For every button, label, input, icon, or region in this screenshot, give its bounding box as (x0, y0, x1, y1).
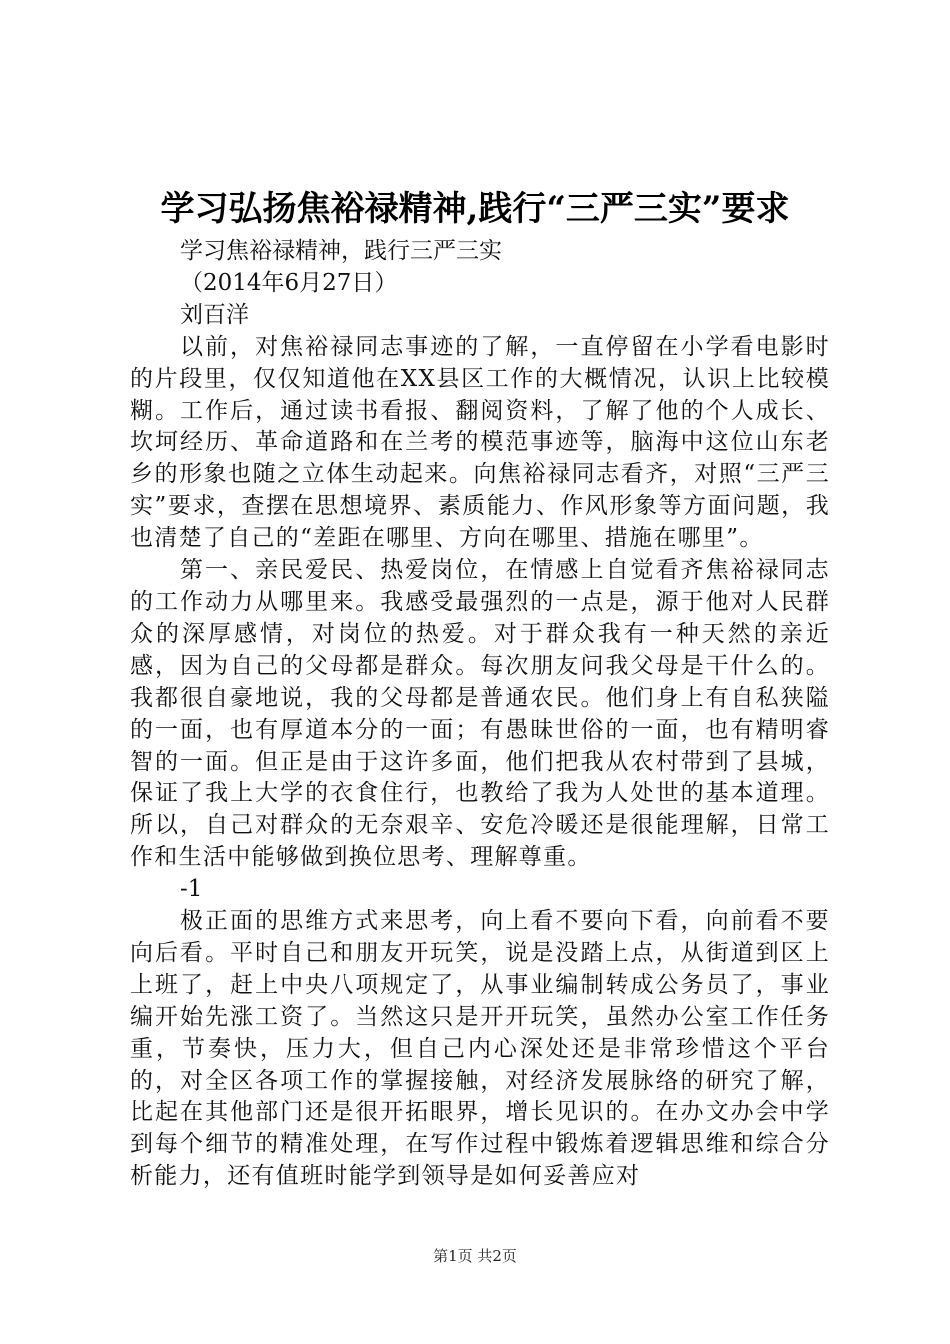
document-title: 学习弘扬焦裕禄精神,践行“三严三实”要求 (160, 189, 790, 229)
paragraph: 以前，对焦裕禄同志事迹的了解，一直停留在小学看电影时的片段里，仅仅知道他在XX县区工作的大概情况，认识上比较模糊。工作后，通过读书看报、翻阅资料，了解了他的个人成长、坎坷经历、革命道路和在兰考的模范事迹等，脑海中这位山东老乡的形象也随之立体生动起来。向焦裕禄同志看齐，对照“三严三实”要求，查摆在思想境界、素质能力、作风形象等方面问题，我也清楚了自己的“差距在哪里、方向在哪里、措施在哪里”。 (130, 333, 830, 552)
document-body (130, 236, 830, 1193)
page-footer: 第1页 共2页 (433, 1247, 517, 1265)
paragraph: 第一、亲民爱民、热爱岗位，在情感上自觉看齐焦裕禄同志的工作动力从哪里来。我感受最强烈的一点是，源于他对人民群众的深厚感情，对岗位的热爱。对于群众我有一种天然的亲近感，因为自己的父母都是群众。每次朋友问我父母是干什么的。我都很自豪地说，我的父母都是普通农民。他们身上有自私狭隘的一面，也有厚道本分的一面；有愚昧世俗的一面，也有精明睿智的一面。但正是由于这许多面，他们把我从农村带到了县城，保证了我上大学的衣食住行，也教给了我为人处世的基本道理。所以，自己对群众的无奈艰辛、安危冷暖还是很能理解，日常工作和生活中能够做到换位思考、理解尊重。 (130, 557, 830, 871)
document-subtitle: 学习焦裕禄精神，践行三严三实 (180, 238, 502, 264)
document-author: 刘百洋 (180, 301, 249, 328)
document-date: （2014年6月27日） (180, 269, 398, 296)
paragraph: 极正面的思维方式来思考，向上看不要向下看，向前看不要向后看。平时自己和朋友开玩笑，说是没踏上点，从街道到区上上班了，赶上中央八项规定了，从事业编制转成公务员了，事业编开始先涨工资了。当然这只是开开玩笑，虽然办公室工作任务重，节奏快，压力大，但自己内心深处还是非常珍惜这个平台的，对全区各项工作的掌握接触，对经济发展脉络的研究了解，比起在其他部门还是很开拓眼界，增长见识的。在办文办会中学到每个细节的精准处理，在写作过程中锻炼着逻辑思维和综合分析能力，还有值班时能学到领导是如何妥善应对 (130, 908, 830, 1190)
page-marker: -1 (180, 876, 203, 903)
